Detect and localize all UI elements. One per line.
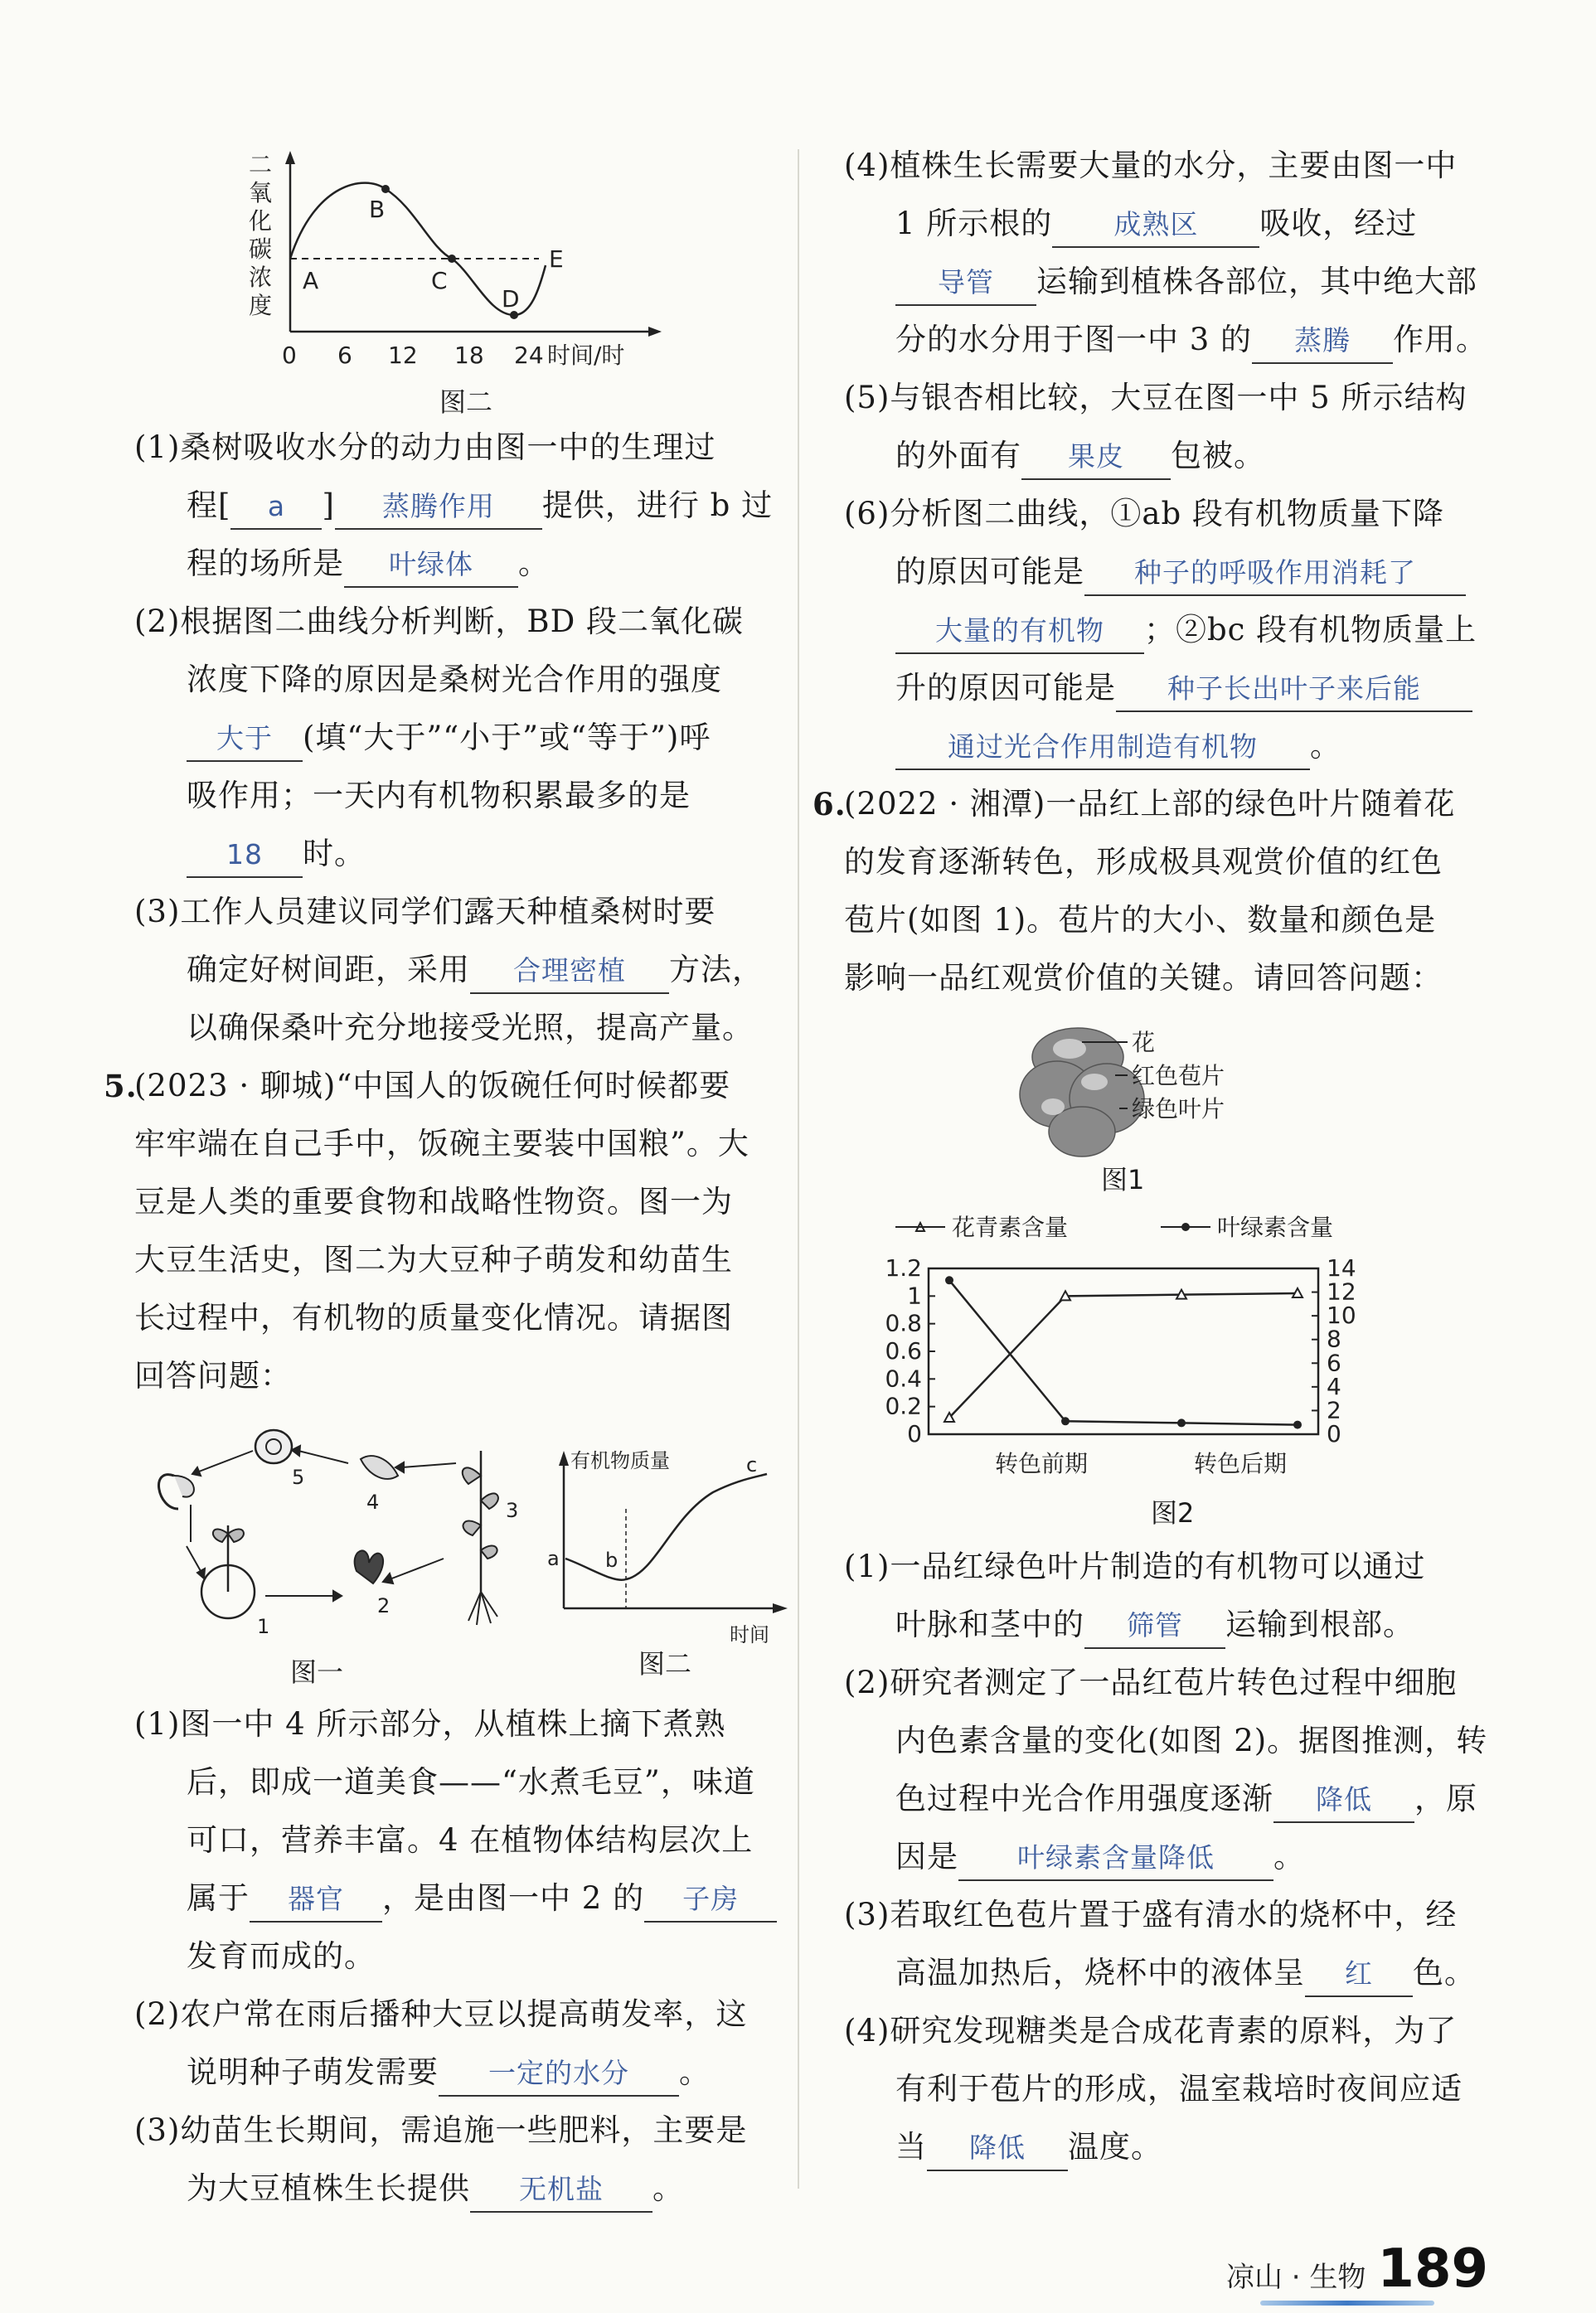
q5-number: 5. [104, 1068, 138, 1104]
text: 程[ [187, 487, 231, 523]
organic-xlabel: 时间 [730, 1623, 769, 1646]
q4-s3-line1: (3)工作人员建议同学们露天种植桑树时要 [134, 894, 716, 929]
q6-s2-line1: (2)研究者测定了一品红苞片转色过程中细胞 [844, 1665, 1458, 1700]
answer-blank[interactable]: 子房 [644, 1878, 777, 1923]
answer-blank[interactable]: 种子的呼吸作用消耗了 [1084, 551, 1466, 596]
answer-blank[interactable]: 18 [187, 833, 303, 878]
poinsettia-label-flower: 花 [1132, 1029, 1156, 1056]
q5-s3-line1: (3)幼苗生长期间，需追施一些肥料，主要是 [134, 2112, 748, 2148]
text: 方法， [669, 952, 764, 987]
right-tick-label: 8 [1327, 1325, 1341, 1353]
q5-stem-line2: 牢牢端在自己手中，饭碗主要装中国粮”。大 [134, 1126, 749, 1161]
answer-blank[interactable]: 器官 [250, 1878, 382, 1923]
q6-s3-line1: (3)若取红色苞片置于盛有清水的烧杯中，经 [844, 1897, 1458, 1932]
xtick-12: 12 [388, 342, 418, 369]
point-e: E [549, 245, 564, 273]
page-number: 189 [1377, 2238, 1488, 2300]
category-early: 转色前期 [995, 1450, 1089, 1477]
q5-stem-line6: 回答问题： [134, 1358, 292, 1394]
text: 色。 [1413, 1955, 1476, 1991]
page-footer [1226, 2238, 1488, 2300]
text: 的外面有 [895, 438, 1021, 473]
text: 。 [518, 546, 550, 581]
right-tick-label: 10 [1327, 1302, 1356, 1330]
answer-blank[interactable]: 大量的有机物 [895, 609, 1144, 654]
answer-blank[interactable]: 叶绿体 [344, 543, 518, 588]
answer-blank[interactable]: 果皮 [1021, 435, 1171, 480]
left-tick-label: 1.2 [885, 1254, 922, 1282]
left-tick-label: 0.4 [885, 1365, 922, 1393]
answer-blank[interactable]: 降低 [927, 2126, 1068, 2171]
q5-s1-line1: (1)图一中 4 所示部分，从植株上摘下煮熟 [134, 1706, 726, 1742]
co2-xlabel: 时间/时 [547, 342, 625, 369]
answer-blank[interactable]: 蒸腾作用 [335, 485, 542, 530]
right-tick-label: 14 [1327, 1254, 1356, 1282]
q4-s2-line4: 吸作用；一天内有机物积累最多的是 [187, 778, 691, 813]
q5-stem-line3: 豆是人类的重要食物和战略性物资。图一为 [134, 1184, 733, 1220]
q6-s4-line1: (4)研究发现糖类是合成花青素的原料，为了 [844, 2013, 1458, 2049]
q5-stem-line5: 长过程中，有机物的质量变化情况。请据图 [134, 1300, 733, 1336]
text: 高温加热后，烧杯中的液体呈 [895, 1955, 1305, 1991]
q5-s6-line1: (6)分析图二曲线，①ab 段有机物质量下降 [844, 496, 1444, 531]
q6-s3-line2 [895, 1944, 1476, 2002]
q5-s1-line2: 后，即成一道美食——“水煮毛豆”，味道 [187, 1764, 755, 1800]
q5-s2-line2 [187, 2044, 711, 2102]
lifecycle-label-1: 1 [257, 1615, 270, 1638]
answer-blank[interactable]: 通过光合作用制造有机物 [895, 725, 1310, 770]
text: ，原 [1414, 1781, 1477, 1816]
text: 的原因可能是 [895, 554, 1084, 589]
point-b: B [369, 196, 386, 223]
pigment-chart [854, 1202, 1385, 1501]
q5-s4-line3 [895, 253, 1477, 311]
xtick-0: 0 [282, 342, 297, 369]
q4-s1-line1: (1)桑树吸收水分的动力由图一中的生理过 [134, 429, 716, 465]
answer-blank[interactable]: 导管 [895, 261, 1036, 306]
fig2-top-caption: 图二 [439, 386, 493, 418]
footer-subject: 凉山 · 生物 [1225, 2261, 1366, 2294]
answer-blank[interactable]: 降低 [1273, 1778, 1414, 1823]
q4-s2-line2: 浓度下降的原因是桑树光合作用的强度 [187, 662, 722, 697]
soybean-lifecycle-figure [149, 1426, 539, 1650]
q4-s3-line2 [187, 941, 764, 999]
organic-point-b: b [605, 1549, 619, 1572]
chlorophyll-point [1177, 1418, 1186, 1427]
point-a: A [303, 267, 319, 294]
right-tick-label: 4 [1327, 1372, 1341, 1400]
q5-s6-line2 [895, 543, 1466, 601]
text: 。 [1310, 728, 1341, 764]
text: 。 [679, 2054, 711, 2090]
chlorophyll-point [1293, 1421, 1302, 1429]
text: 。 [652, 2170, 684, 2206]
text: 运输到根部。 [1225, 1607, 1414, 1642]
answer-blank[interactable]: 蒸腾 [1252, 319, 1393, 364]
lifecycle-label-5: 5 [292, 1466, 305, 1489]
left-tick-label: 0.2 [885, 1392, 922, 1420]
text: 运输到植株各部位，其中绝大部 [1036, 264, 1477, 299]
left-tick-label: 0.8 [885, 1309, 922, 1337]
q6-s1-line2 [895, 1596, 1414, 1654]
q5-s5-line2 [895, 427, 1265, 485]
answer-blank[interactable]: 叶绿素含量降低 [958, 1836, 1273, 1881]
q5-s6-line5 [895, 717, 1341, 775]
q5-s6-line3 [895, 601, 1477, 659]
q5-s4-line4 [895, 311, 1487, 369]
right-tick-label: 12 [1327, 1278, 1356, 1306]
q6-s4-line3 [895, 2118, 1162, 2176]
q6-s1-line1: (1)一品红绿色叶片制造的有机物可以通过 [844, 1549, 1426, 1584]
organic-mass-figure [547, 1443, 796, 1650]
q6-number: 6. [813, 786, 847, 822]
q5-s5-line1: (5)与银杏相比较，大豆在图一中 5 所示结构 [844, 380, 1467, 415]
poinsettia-label-green-leaf: 绿色叶片 [1132, 1095, 1225, 1123]
q5-stem-line1: (2023 · 聊城)“中国人的饭碗任何时候都要 [134, 1068, 731, 1103]
text: 1 所示根的 [895, 206, 1053, 241]
q6-stem-line4: 影响一品红观赏价值的关键。请回答问题： [844, 960, 1443, 996]
q4-s2-line1: (2)根据图二曲线分析判断，BD 段二氧化碳 [134, 604, 745, 639]
pigment-chart-caption: 图2 [1151, 1497, 1195, 1529]
q4-s1-line2 [187, 477, 773, 535]
answer-blank[interactable]: a [230, 485, 322, 530]
footer-underline [1260, 2301, 1434, 2306]
category-late: 转色后期 [1194, 1450, 1288, 1477]
answer-blank[interactable]: 成熟区 [1052, 203, 1259, 248]
poinsettia-label-red-bract: 红色苞片 [1132, 1062, 1225, 1089]
organic-ylabel: 有机物质量 [570, 1449, 670, 1472]
q5-s1-line4 [187, 1869, 777, 1928]
q5-s3-line2 [187, 2160, 684, 2218]
organic-point-a: a [547, 1547, 560, 1570]
q6-stem-line2: 的发育逐渐转色，形成极具观赏价值的红色 [844, 844, 1443, 880]
q6-stem-line3: 苞片(如图 1)。苞片的大小、数量和颜色是 [844, 902, 1437, 938]
lifecycle-label-3: 3 [506, 1499, 519, 1522]
text: 属于 [187, 1880, 250, 1916]
xtick-18: 18 [454, 342, 484, 369]
q5-s1-line3: 可口，营养丰富。4 在植物体结构层次上 [187, 1822, 754, 1858]
text: (填“大于”“小于”或“等于”)呼 [303, 720, 711, 755]
column-divider [798, 149, 799, 2189]
text: 包被。 [1171, 438, 1265, 473]
text: 升的原因可能是 [895, 670, 1116, 706]
q6-s2-line3 [895, 1770, 1477, 1828]
text: 提供，进行 b 过 [541, 487, 774, 523]
organic-point-c: c [746, 1453, 758, 1477]
answer-blank[interactable]: 种子长出叶子来后能 [1116, 667, 1472, 712]
text: 作用。 [1393, 322, 1488, 357]
lifecycle-label-4: 4 [366, 1491, 380, 1514]
left-tick-label: 0.6 [885, 1337, 922, 1365]
lifecycle-label-2: 2 [377, 1594, 391, 1617]
text: ] [322, 487, 335, 523]
text: 。 [1273, 1839, 1305, 1874]
answer-blank[interactable]: 筛管 [1084, 1604, 1225, 1649]
lifecycle-caption: 图一 [290, 1656, 344, 1688]
text: 叶脉和茎中的 [895, 1607, 1084, 1642]
xtick-24: 24 [514, 342, 544, 369]
q4-s1-line3 [187, 535, 550, 593]
q4-s3-line3: 以确保桑叶充分地接受光照，提高产量。 [187, 1010, 754, 1045]
organic-caption: 图二 [638, 1648, 692, 1680]
text: 当 [895, 2129, 927, 2165]
co2-curve-figure [240, 149, 672, 381]
right-tick-label: 0 [1327, 1420, 1341, 1447]
q5-stem-line4: 大豆生活史，图二为大豆种子萌发和幼苗生 [134, 1242, 733, 1278]
text: 分的水分用于图一中 3 的 [895, 322, 1253, 357]
series-line-chlorophyll [949, 1280, 1298, 1424]
series-line-anthocyanin [949, 1293, 1298, 1418]
text: 为大豆植株生长提供 [187, 2170, 470, 2206]
answer-blank[interactable]: 大于 [187, 717, 303, 762]
text: 确定好树间距，采用 [187, 952, 470, 987]
q5-s2-line1: (2)农户常在雨后播种大豆以提高萌发率，这 [134, 1996, 748, 2032]
answer-blank[interactable]: 合理密植 [470, 949, 669, 994]
q6-s2-line2: 内色素含量的变化(如图 2)。据图推测，转 [895, 1723, 1488, 1758]
text: 时。 [303, 836, 366, 871]
text: 程的场所是 [187, 546, 344, 581]
point-c: C [431, 267, 448, 294]
q4-s2-line5 [187, 825, 366, 883]
q6-s4-line2: 有利于苞片的形成，温室栽培时夜间应适 [895, 2071, 1463, 2107]
q4-s2-line3 [187, 709, 711, 767]
xtick-6: 6 [337, 342, 352, 369]
text: ，是由图一中 2 的 [382, 1880, 645, 1916]
co2-ylabel [249, 151, 272, 319]
text: 说明种子萌发需要 [187, 2054, 439, 2090]
poinsettia-figure [1011, 1016, 1393, 1165]
svg-text:二氧化碳浓度: 二氧化碳浓度 [249, 151, 273, 319]
q5-s6-line4 [895, 659, 1472, 717]
answer-blank[interactable]: 红 [1305, 1952, 1413, 1997]
q5-s4-line1: (4)植株生长需要大量的水分，主要由图一中 [844, 148, 1458, 183]
chlorophyll-point [1061, 1417, 1070, 1425]
left-tick-label: 0 [907, 1420, 922, 1447]
poinsettia-caption: 图1 [1101, 1164, 1145, 1195]
right-tick-label: 2 [1327, 1396, 1341, 1424]
answer-blank[interactable]: 无机盐 [470, 2168, 652, 2213]
q6-s2-line4 [895, 1828, 1305, 1886]
point-d: D [502, 285, 520, 313]
chlorophyll-point [945, 1276, 953, 1284]
answer-blank[interactable]: 一定的水分 [439, 2052, 679, 2097]
legend-chlorophyll: 叶绿素含量 [1217, 1214, 1334, 1241]
text: 温度。 [1068, 2129, 1162, 2165]
right-tick-label: 6 [1327, 1349, 1341, 1377]
q5-s1-line5: 发育而成的。 [187, 1938, 376, 1974]
text: ；②bc 段有机物质量上 [1144, 612, 1477, 647]
text: 因是 [895, 1839, 958, 1874]
q5-s4-line2 [895, 195, 1417, 253]
text: 色过程中光合作用强度逐渐 [895, 1781, 1273, 1816]
q6-stem-line1: (2022 · 湘潭)一品红上部的绿色叶片随着花 [844, 786, 1456, 822]
left-tick-label: 1 [907, 1282, 922, 1310]
legend-anthocyanin: 花青素含量 [952, 1214, 1069, 1241]
text: 吸收，经过 [1259, 206, 1418, 241]
